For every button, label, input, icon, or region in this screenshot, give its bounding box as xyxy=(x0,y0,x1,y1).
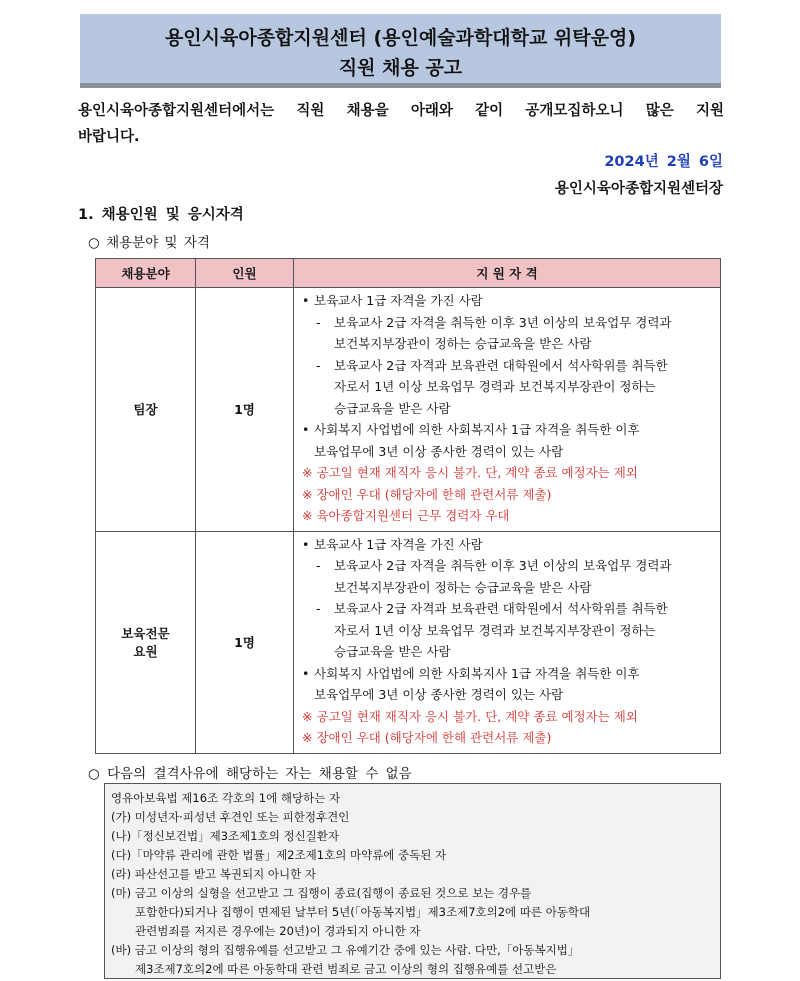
count-cell xyxy=(196,288,294,532)
bullet-item: • 보육교사 1급 자격을 가진 사람 xyxy=(302,536,483,552)
field-cell xyxy=(96,288,196,532)
recruitment-table xyxy=(95,258,721,754)
count-value: 1명 xyxy=(234,635,255,650)
disqualification-line: 제3조제7호의2에 따른 아동학대 관련 범죄로 금고 이상의 형의 집행유예를 선고받은 xyxy=(135,962,557,976)
disqualification-line: (다)「마약류 관리에 관한 법률」제2조제1호의 마약류에 중독된 자 xyxy=(111,848,447,862)
field-name: 팀장 xyxy=(133,402,158,418)
disqualification-heading: ○ 다음의 결격사유에 해당하는 자는 채용할 수 없음 xyxy=(88,766,412,782)
field-name-line-2: 요원 xyxy=(133,644,158,659)
bullet-item: • 사회복지 사업법에 의한 사회복지사 1급 자격을 취득한 이후 xyxy=(302,422,640,437)
qualification-cell xyxy=(294,531,721,753)
field-cell xyxy=(96,531,196,753)
dash-item-cont: 보건복지부장관이 정하는 승급교육을 받은 사람 xyxy=(334,336,592,351)
disqualification-box xyxy=(104,783,721,979)
bullet-item: • 사회복지 사업법에 의한 사회복지사 1급 자격을 취득한 이후 xyxy=(302,665,640,681)
intro-line-1: 용인시육아종합지원센터에서는 직원 채용을 아래와 같이 공개모집하오니 많은 지원 xyxy=(78,103,724,119)
section-1-heading: 1. 채용인원 및 응시자격 xyxy=(78,207,244,223)
note-item: ※ 육아종합지원센터 근무 경력자 우대 xyxy=(302,508,510,523)
disqualification-line: (바) 금고 이상의 형의 집행유예를 선고받고 그 유예기간 중에 있는 사람. 다만,「아동복지법」 xyxy=(111,943,580,957)
field-name-line-1: 보육전문 xyxy=(121,626,170,641)
qualification-cell xyxy=(294,288,721,532)
disqualification-line: (라) 파산선고를 받고 복권되지 아니한 자 xyxy=(111,867,316,881)
table-row xyxy=(96,288,721,532)
bullet-item-cont: 보육업무에 3년 이상 종사한 경력이 있는 사람 xyxy=(314,443,564,459)
disqualification-line: (마) 금고 이상의 실형을 선고받고 그 집행이 종료(집행이 종료된 것으로 보는 경우를 xyxy=(111,886,532,900)
dash-item-cont: 자로서 1년 이상 보육업무 경력과 보건복지부장관이 정하는 xyxy=(334,622,656,638)
dash-item: - 보육교사 2급 자격을 취득한 이후 3년 이상의 보육업무 경력과 xyxy=(316,558,672,573)
note-item: ※ 공고일 현재 재직자 응시 불가. 단, 계약 종료 예정자는 제외 xyxy=(302,465,638,480)
header-count: 인원 xyxy=(196,259,294,288)
section-1-subheading: ○ 채용분야 및 자격 xyxy=(88,235,210,251)
announcement-date: 2024년 2월 6일 xyxy=(604,154,723,170)
disqualification-line: 포함한다)되거나 집행이 면제된 날부터 5년(「아동복지법」제3조제7호의2에 따른 아동학대 xyxy=(135,905,591,919)
note-item: ※ 공고일 현재 재직자 응시 불가. 단, 계약 종료 예정자는 제외 xyxy=(302,708,638,724)
dash-item: - 보육교사 2급 자격과 보육관련 대학원에서 석사학위를 취득한 xyxy=(316,601,668,616)
dash-item: - 보육교사 2급 자격과 보육관련 대학원에서 석사학위를 취득한 xyxy=(316,357,668,373)
issuer: 용인시육아종합지원센터장 xyxy=(554,181,723,197)
dash-item-cont: 승급교육을 받은 사람 xyxy=(334,644,451,659)
document-title: 용인시육아종합지원센터 (용인예술과학대학교 위탁운영) xyxy=(164,27,637,49)
header-field: 채용분야 xyxy=(96,259,196,288)
dash-item: - 보육교사 2급 자격을 취득한 이후 3년 이상의 보육업무 경력과 xyxy=(316,314,672,330)
dash-item-cont: 승급교육을 받은 사람 xyxy=(334,400,451,416)
count-value: 1명 xyxy=(234,402,255,418)
title-box xyxy=(80,14,721,88)
disqualification-line: 영유아보육법 제16조 각호의 1에 해당하는 자 xyxy=(111,791,341,805)
dash-item-cont: 자로서 1년 이상 보육업무 경력과 보건복지부장관이 정하는 xyxy=(334,379,656,394)
note-item: ※ 장애인 우대 (해당자에 한해 관련서류 제출) xyxy=(302,486,552,502)
document-subtitle: 직원 채용 공고 xyxy=(338,57,463,79)
count-cell xyxy=(196,531,294,753)
intro-line-2: 바랍니다. xyxy=(78,129,140,145)
table-row xyxy=(96,531,721,753)
disqualification-line: (가) 미성년자·피성년 후견인 또는 피한정후견인 xyxy=(111,810,350,824)
bullet-item-cont: 보육업무에 3년 이상 종사한 경력이 있는 사람 xyxy=(314,687,564,702)
disqualification-line: (나)「정신보건법」제3조제1호의 정신질환자 xyxy=(111,829,340,843)
disqualification-line: 관련범죄를 저지른 경우에는 20년)이 경과되지 아니한 자 xyxy=(135,924,421,938)
dash-item-cont: 보건복지부장관이 정하는 승급교육을 받은 사람 xyxy=(334,579,592,595)
note-item: ※ 장애인 우대 (해당자에 한해 관련서류 제출) xyxy=(302,730,552,745)
table-header-row xyxy=(96,259,721,288)
bullet-item: • 보육교사 1급 자격을 가진 사람 xyxy=(302,293,483,308)
header-qualification: 지 원 자 격 xyxy=(294,259,721,288)
